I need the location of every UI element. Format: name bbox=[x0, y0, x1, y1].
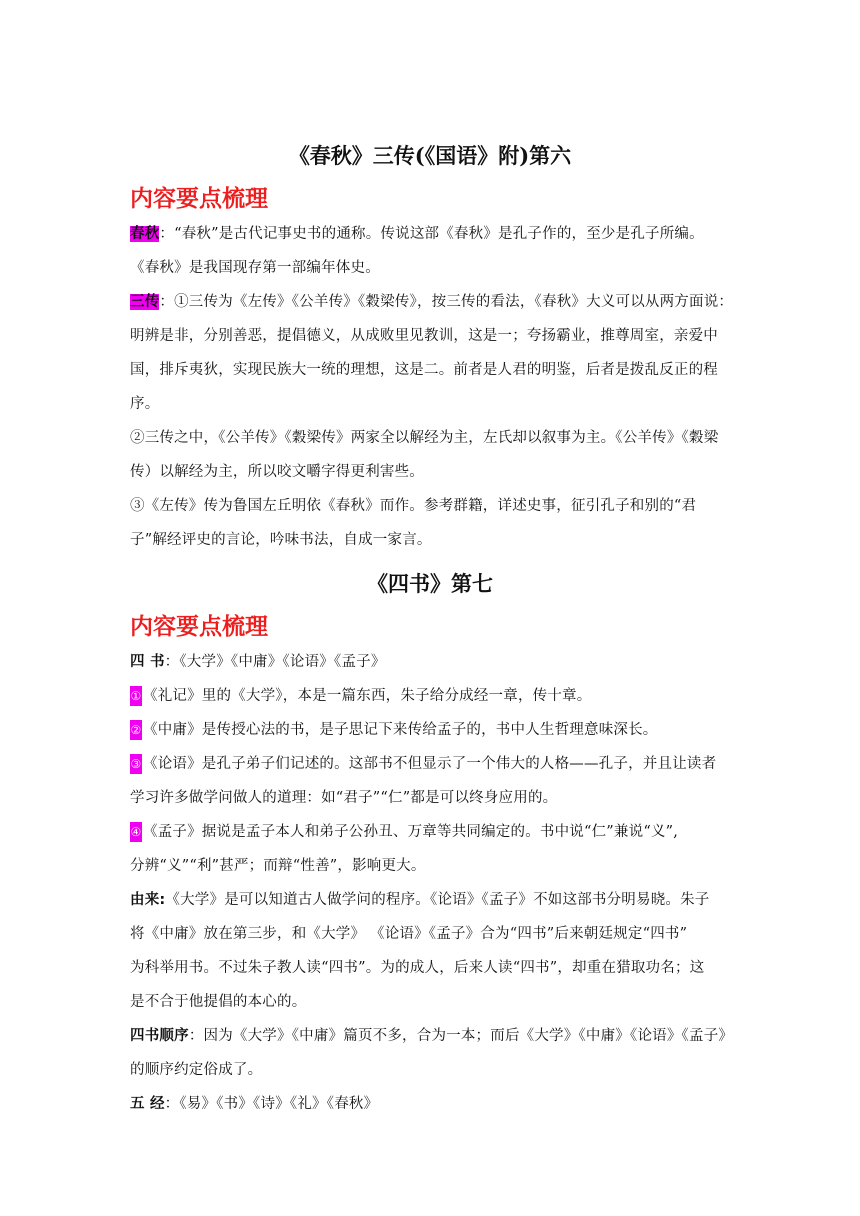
text: ：《大学》《中庸》《论语》《孟子》 bbox=[164, 654, 386, 670]
item-marker: ② bbox=[130, 720, 142, 740]
text-line: 明辨是非，分别善恶，提倡德义，从成败里见教训，这是一；夸扬霸业，推尊周室，亲爱中 bbox=[130, 328, 718, 344]
text-line: 将《中庸》放在第三步，和《大学》 《论语》《孟子》合为“四书”后来朝廷规定“四书” bbox=[130, 926, 688, 942]
text-line: 子”解经评史的言论，吟味书法，自成一家言。 bbox=[130, 532, 432, 548]
paragraph-wujing bbox=[130, 1094, 735, 1114]
label-sishu: 四 书 bbox=[130, 654, 165, 670]
item-marker: ③ bbox=[130, 754, 142, 774]
text: ：“春秋”是古代记事史书的通称。传说这部《春秋》是孔子作的，至少是孔子所编。 bbox=[159, 226, 704, 242]
text-line: 为科举用书。不过朱子教人读“四书”。为的成人，后来人读“四书”，却重在猎取功名；这 bbox=[130, 960, 705, 976]
label-chunqiu: 春秋 bbox=[130, 226, 160, 242]
text-line: 学习许多做学问做人的道理：如“君子”“仁”都是可以终身应用的。 bbox=[130, 790, 558, 806]
text-line: 的顺序约定俗成了。 bbox=[130, 1062, 263, 1078]
text: 《论语》是孔子弟子们记述的。这部书不但显示了一个伟大的人格——孔子，并且让读者 bbox=[143, 756, 717, 772]
text-line: 《春秋》是我国现存第一部编年体史。 bbox=[130, 260, 380, 276]
label-sanzhuan: 三传 bbox=[130, 294, 160, 310]
text-line: ②三传之中，《公羊传》《穀梁传》两家全以解经为主，左氏却以叙事为主。《公羊传》《穀梁 bbox=[130, 430, 719, 446]
item-marker: ④ bbox=[130, 822, 142, 842]
text-line: 序。 bbox=[130, 396, 160, 412]
paragraph-sanzhuan bbox=[130, 292, 735, 312]
list-item bbox=[130, 822, 735, 842]
text: ：因为《大学》《中庸》篇页不多，合为一本；而后《大学》《中庸》《论语》《孟子》 bbox=[188, 1028, 734, 1044]
list-item bbox=[130, 754, 735, 774]
text-line: 分辨“义”“利”甚严；而辩“性善”，影响更大。 bbox=[130, 858, 426, 874]
text: ：①三传为《左传》《公羊传》《穀梁传》，按三传的看法，《春秋》大义可以从两方面说： bbox=[159, 294, 734, 310]
text-line: 是不合于他提倡的本心的。 bbox=[130, 994, 307, 1010]
text: 《中庸》是传授心法的书，是子思记下来传给孟子的，书中人生哲理意味深长。 bbox=[143, 722, 658, 738]
list-item bbox=[130, 686, 735, 706]
paragraph-shunxu bbox=[130, 1026, 735, 1046]
paragraph-chunqiu bbox=[130, 224, 735, 244]
label-youlai: 由来: bbox=[130, 892, 166, 908]
text: 《大学》是可以知道古人做学问的程序。《论语》《孟子》不如这部书分明易晓。朱子 bbox=[165, 892, 710, 908]
text: 《礼记》里的《大学》，本是一篇东西，朱子给分成经一章，传十章。 bbox=[143, 688, 592, 704]
text-line: 传）以解经为主，所以咬文嚼字得更利害些。 bbox=[130, 464, 424, 480]
chapter-title-7: 《四书》第七 bbox=[367, 571, 493, 596]
label-shunxu: 四书顺序 bbox=[130, 1028, 189, 1044]
paragraph-sishu bbox=[130, 652, 735, 672]
chapter-title-6: 《春秋》三传(《国语》附)第六 bbox=[288, 143, 572, 168]
paragraph-youlai bbox=[130, 890, 735, 910]
label-wujing: 五 经 bbox=[130, 1096, 165, 1112]
item-marker: ① bbox=[130, 686, 142, 706]
text-line: ③《左传》传为鲁国左丘明依《春秋》而作。参考群籍，详述史事，征引孔子和别的“君 bbox=[130, 498, 697, 514]
text-line: 国，排斥夷狄，实现民族大一统的理想，这是二。前者是人君的明鉴，后者是拨乱反正的程 bbox=[130, 362, 718, 378]
text: ：《易》《书》《诗》《礼》《春秋》 bbox=[164, 1096, 379, 1112]
section-heading-2: 内容要点梳理 bbox=[130, 614, 268, 640]
section-heading-1: 内容要点梳理 bbox=[130, 186, 268, 212]
list-item bbox=[130, 720, 735, 740]
text: 《孟子》据说是孟子本人和弟子公孙丑、万章等共同编定的。书中说“仁”兼说“义”, bbox=[143, 824, 679, 840]
